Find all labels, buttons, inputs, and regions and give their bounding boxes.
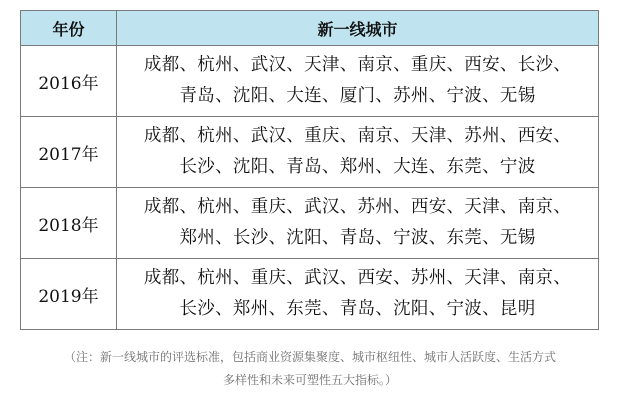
cities-line: 郑州、长沙、沈阳、青岛、宁波、东莞、无锡 (179, 228, 536, 248)
year-column-header: 年份 (21, 11, 117, 46)
new-first-tier-cities-table (20, 10, 599, 330)
cities-line: 成都、杭州、武汉、天津、南京、重庆、西安、长沙、 (143, 55, 572, 75)
cities-cell (117, 188, 599, 259)
footnote-line: 多样性和未来可塑性五大指标。） (222, 373, 397, 387)
year-cell: 2018年 (21, 188, 117, 259)
cities-cell (117, 117, 599, 188)
table-header-row (21, 11, 599, 46)
table-row (21, 46, 599, 117)
table-footnote (24, 346, 596, 392)
cities-cell (117, 259, 599, 330)
cities-line: 成都、杭州、武汉、重庆、南京、天津、苏州、西安、 (143, 126, 572, 146)
footnote-line: （注：新一线城市的评选标准，包括商业资源集聚度、城市枢纽性、城市人活跃度、生活方式 (63, 350, 556, 364)
year-cell: 2017年 (21, 117, 117, 188)
cities-line: 成都、杭州、重庆、武汉、西安、苏州、天津、南京、 (143, 268, 572, 288)
cities-line: 成都、杭州、重庆、武汉、苏州、西安、天津、南京、 (143, 197, 572, 217)
table-row (21, 188, 599, 259)
cities-line: 青岛、沈阳、大连、厦门、苏州、宁波、无锡 (179, 86, 536, 106)
cities-cell (117, 46, 599, 117)
cities-column-header: 新一线城市 (117, 11, 599, 46)
cities-line: 长沙、郑州、东莞、青岛、沈阳、宁波、昆明 (179, 299, 536, 319)
year-cell: 2016年 (21, 46, 117, 117)
table-row (21, 117, 599, 188)
year-cell: 2019年 (21, 259, 117, 330)
cities-line: 长沙、沈阳、青岛、郑州、大连、东莞、宁波 (179, 157, 536, 177)
table-row (21, 259, 599, 330)
